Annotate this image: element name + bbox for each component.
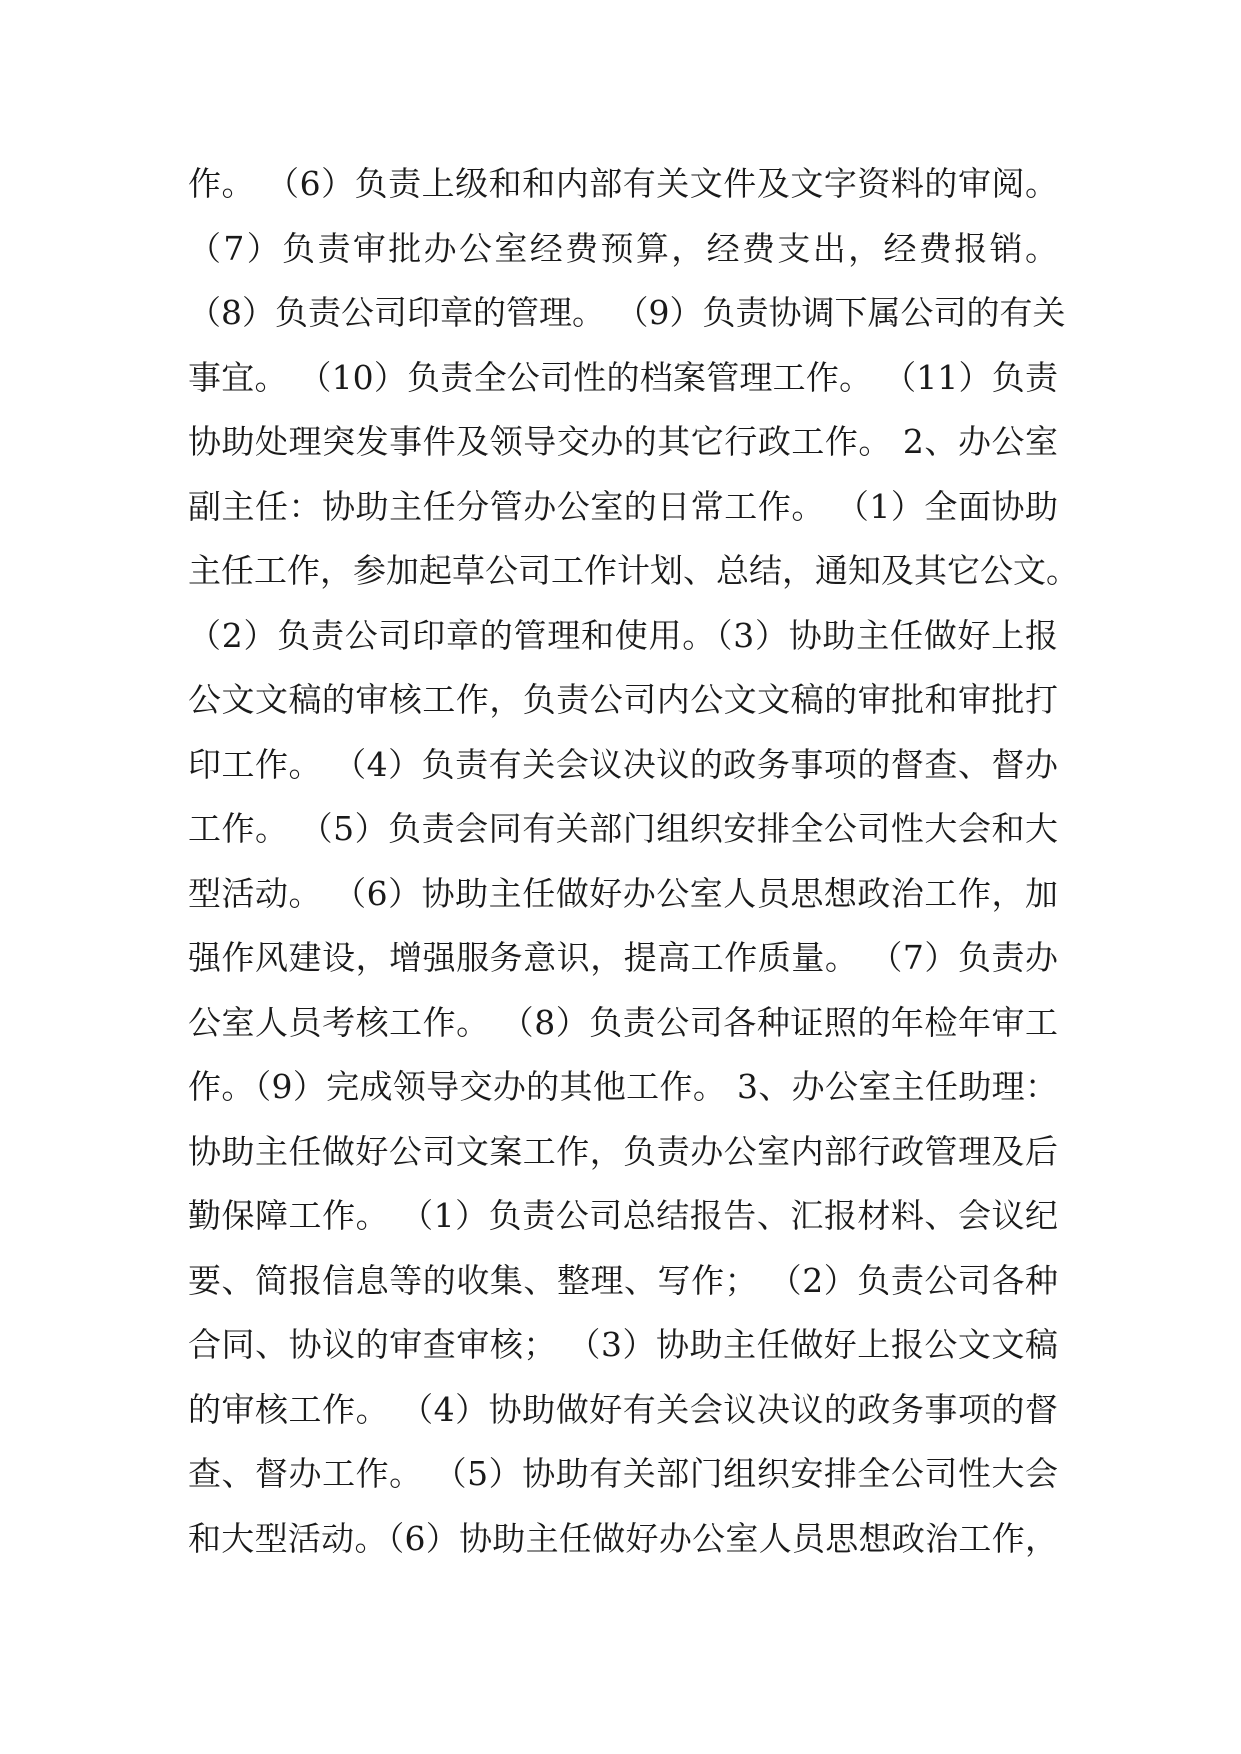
text-line: 副主任：协助主任分管办公室的日常工作。 （1）全面协助 [188, 486, 1058, 526]
text-line: 事宜。 （10）负责全公司性的档案管理工作。 （11）负责 [188, 357, 1058, 397]
text-line: 作。（9）完成领导交办的其他工作。 3、办公室主任助理： [188, 1067, 1058, 1106]
text-line: 协助处理突发事件及领导交办的其它行政工作。 2、办公室 [188, 422, 1058, 461]
text-line: 主任工作，参加起草公司工作计划、总结，通知及其它公文。 [188, 551, 1079, 590]
body-text [188, 152, 1079, 1571]
text-line: （7）负责审批办公室经费预算，经费支出，经费报销。 [188, 228, 1058, 268]
text-line: 印工作。 （4）负责有关会议决议的政务事项的督查、督办 [188, 744, 1058, 784]
text-line: 要、简报信息等的收集、整理、写作； （2）负责公司各种 [188, 1260, 1058, 1300]
text-line: 作。 （6）负责上级和和内部有关文件及文字资料的审阅。 [188, 164, 1058, 203]
text-line: 公室人员考核工作。 （8）负责公司各种证照的年检年审工 [188, 1002, 1058, 1042]
text-line: 的审核工作。 （4）协助做好有关会议决议的政务事项的督 [188, 1389, 1058, 1429]
text-line: 和大型活动。（6）协助主任做好办公室人员思想政治工作， [188, 1518, 1058, 1558]
text-line: （8）负责公司印章的管理。 （9）负责协调下属公司的有关 [188, 293, 1066, 332]
text-line: （2）负责公司印章的管理和使用。（3）协助主任做好上报 [188, 615, 1058, 655]
text-line: 合同、协议的审查审核； （3）协助主任做好上报公文文稿 [188, 1325, 1058, 1364]
text-line: 勤保障工作。 （1）负责公司总结报告、汇报材料、会议纪 [188, 1196, 1058, 1235]
text-line: 强作风建设，增强服务意识，提高工作质量。 （7）负责办 [188, 938, 1058, 977]
text-line: 型活动。 （6）协助主任做好办公室人员思想政治工作，加 [188, 873, 1058, 913]
text-line: 协助主任做好公司文案工作，负责办公室内部行政管理及后 [188, 1131, 1058, 1171]
text-line: 查、督办工作。 （5）协助有关部门组织安排全公司性大会 [188, 1454, 1058, 1493]
text-line: 工作。 （5）负责会同有关部门组织安排全公司性大会和大 [188, 809, 1058, 848]
text-line: 公文文稿的审核工作，负责公司内公文文稿的审批和审批打 [188, 680, 1058, 719]
